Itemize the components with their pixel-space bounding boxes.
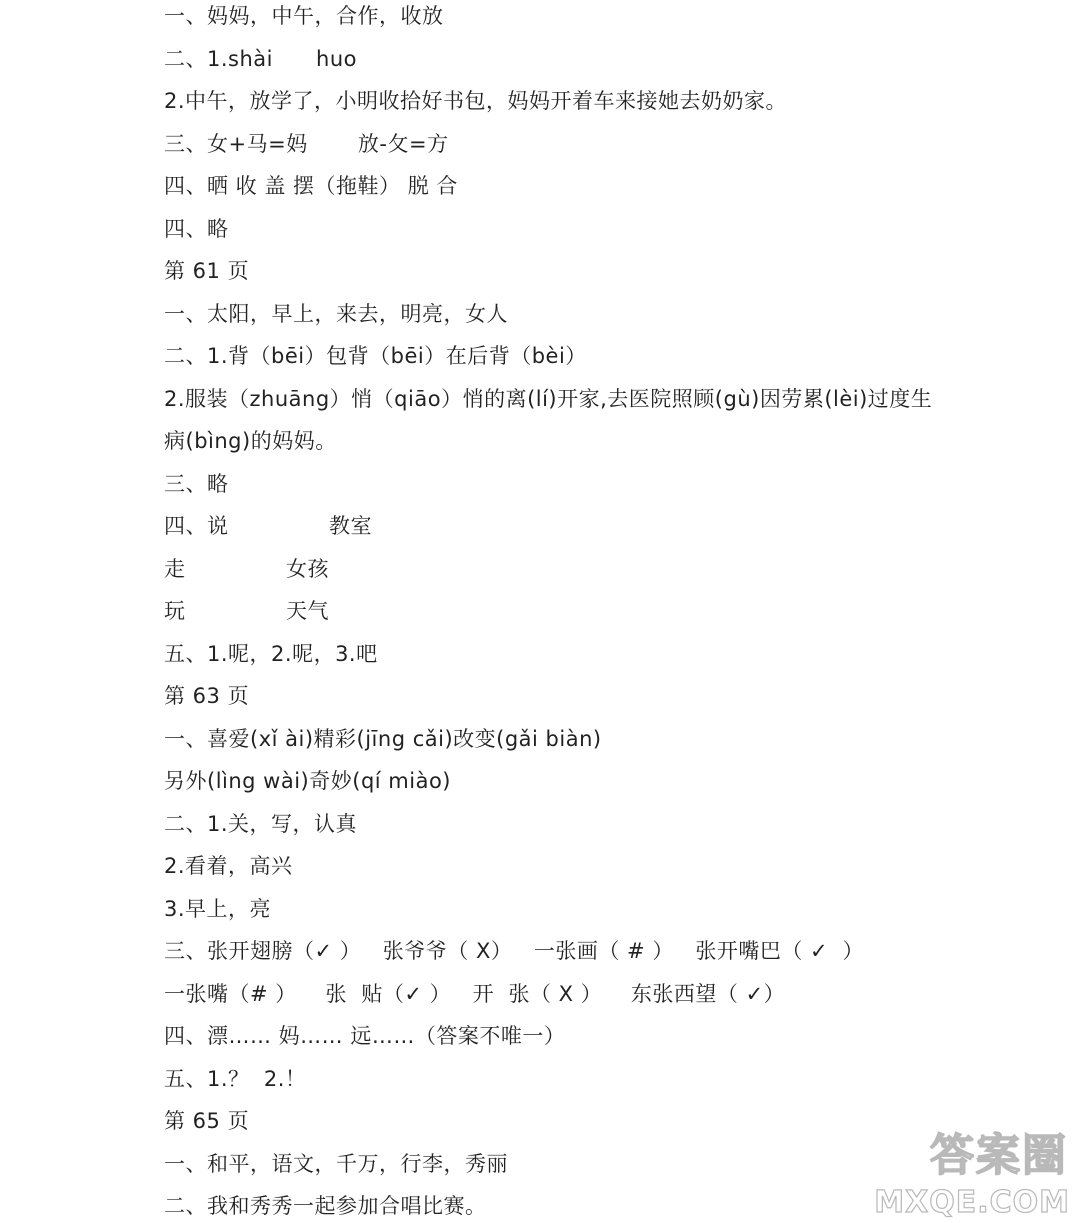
answer-line: 一、和平，语文，千万，行李，秀丽 [164,1152,508,1176]
answer-line: 四、说 教室 [164,514,372,538]
page-heading: 第 61 页 [164,259,250,283]
answer-line: 三、张开翅膀（✓ ） 张爷爷（ X） 一张画（ # ） 张开嘴巴（ ✓ ） [164,939,864,963]
answer-line: 走 女孩 [164,557,329,581]
page-heading: 第 63 页 [164,684,250,708]
site-watermark [874,1130,1074,1220]
answer-line: 五、1.？ 2.！ [164,1067,307,1091]
answer-line: 一、喜爱(xǐ ài)精彩(jīng cǎi)改变(gǎi biàn) [164,727,602,751]
answer-line: 二、1.背（bēi）包背（bēi）在后背（bèi） [164,344,587,368]
answer-line: 2.服装（zhuāng）悄（qiāo）悄的离(lí)开家,去医院照顾(gù)因劳累(lèi)过度生 [164,387,933,411]
answer-line: 一、太阳，早上，来去，明亮，女人 [164,302,508,326]
answer-line: 二、1.shài huo [164,47,358,71]
answer-line: 二、1.关，写，认真 [164,812,358,836]
answer-line: 3.早上，亮 [164,897,272,921]
answer-line: 四、漂…… 妈…… 远……（答案不唯一） [164,1024,566,1048]
watermark-url: MXQE.COM [874,1185,1070,1220]
answer-line: 2.看着，高兴 [164,854,293,878]
answer-line: 三、略 [164,472,229,496]
answer-line: 五、1.呢，2.呢，3.吧 [164,642,378,666]
answer-line: 另外(lìng wài)奇妙(qí miào) [164,769,451,793]
answer-line: 二、我和秀秀一起参加合唱比赛。 [164,1194,487,1218]
answer-line: 一、妈妈，中午，合作，收放 [164,4,444,28]
answer-line: 四、略 [164,217,229,241]
answer-line: 四、晒 收 盖 摆（拖鞋） 脱 合 [164,174,458,198]
answer-line: 三、女+马=妈 放-攵=方 [164,132,449,156]
answer-line: 2.中午，放学了，小明收拾好书包，妈妈开着车来接她去奶奶家。 [164,89,788,113]
answer-line: 病(bìng)的妈妈。 [164,429,337,453]
answer-line: 一张嘴（# ） 张 贴（✓ ） 开 张（ X ） 东张西望（ ✓） [164,982,786,1006]
watermark-logo-text: 答案圈 [930,1130,1068,1181]
page-heading: 第 65 页 [164,1109,250,1133]
answer-line: 玩 天气 [164,599,329,623]
